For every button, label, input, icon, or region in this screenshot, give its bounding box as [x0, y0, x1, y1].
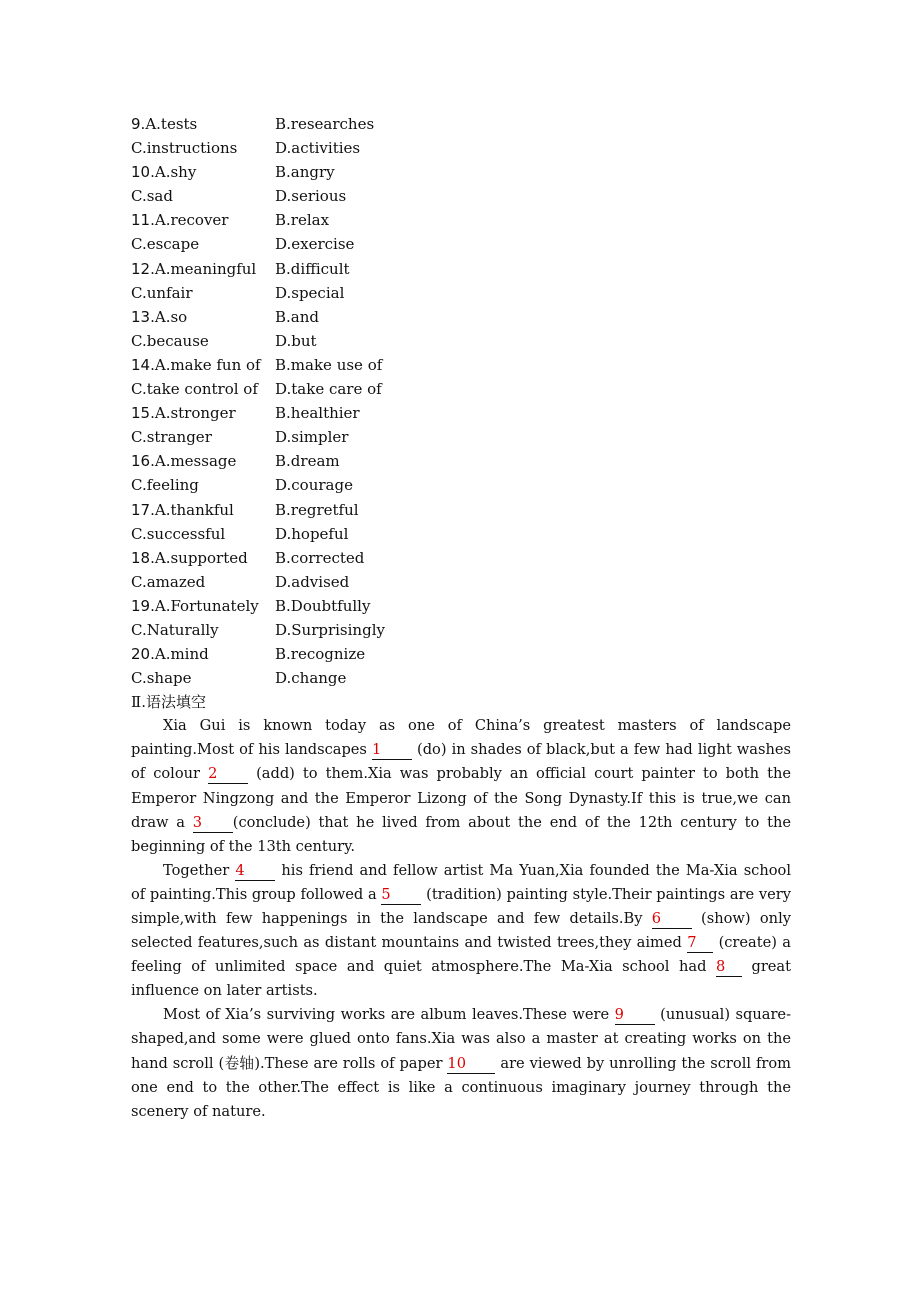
- option-b[interactable]: B.relax: [275, 211, 330, 230]
- option-b[interactable]: B.healthier: [275, 404, 360, 423]
- question-number: 10.: [131, 163, 155, 182]
- option-c[interactable]: C.take control of: [131, 380, 258, 399]
- option-c[interactable]: C.Naturally: [131, 620, 219, 639]
- question-number: 13.: [131, 307, 155, 326]
- question-row: [131, 353, 791, 377]
- question-row: [131, 473, 791, 497]
- question-row: [131, 642, 791, 666]
- option-c[interactable]: C.shape: [131, 669, 192, 688]
- option-b[interactable]: B.and: [275, 307, 319, 326]
- passage-text: (create) a feeling of unlimited space and quiet atmosphere.The Ma-Xia school had: [131, 934, 791, 976]
- passage-text: (unusual) square-shaped,and some were glued onto fans.Xia was also a master at creating works on the hand scroll (卷轴).These are rolls of paper: [131, 1006, 792, 1072]
- option-b[interactable]: B.difficult: [275, 259, 350, 278]
- option-a[interactable]: A.mind: [154, 645, 209, 664]
- question-row: [131, 305, 791, 329]
- passage-text: Together: [163, 861, 236, 879]
- question-row: [131, 281, 791, 305]
- passage-text: Most of Xia’s surviving works are album leaves.These were: [163, 1006, 615, 1024]
- question-row: [131, 570, 791, 594]
- option-a[interactable]: A.recover: [154, 211, 229, 230]
- passage-text: (conclude) that he lived from about the end of the 12th century to the beginning of the 13th century.: [131, 813, 791, 855]
- option-b[interactable]: B.dream: [275, 452, 340, 471]
- answer-blank-2[interactable]: 2: [208, 765, 248, 784]
- option-d[interactable]: D.serious: [275, 187, 347, 206]
- answer-blank-8[interactable]: 8: [716, 958, 742, 977]
- option-c[interactable]: C.successful: [131, 524, 226, 543]
- answer-blank-1[interactable]: 1: [372, 741, 412, 760]
- option-a[interactable]: A.shy: [154, 163, 197, 182]
- option-c[interactable]: C.because: [131, 331, 209, 350]
- option-a[interactable]: A.Fortunately: [154, 596, 259, 615]
- option-b[interactable]: B.regretful: [275, 500, 359, 519]
- question-row: [131, 449, 791, 473]
- passage-text: (tradition) painting style.Their paintings are very simple,with few happenings in the landscape and few details.By: [131, 885, 791, 927]
- option-d[interactable]: D.but: [275, 331, 317, 350]
- passage-text: are viewed by unrolling the scroll from one end to the other.The effect is like a continuous imaginary journey through the scenery of nature.: [131, 1054, 791, 1120]
- passage-text: (show) only selected features,such as distant mountains and twisted trees,they aimed: [131, 910, 791, 952]
- question-number: 15.: [131, 404, 155, 423]
- option-d[interactable]: D.activities: [275, 139, 361, 158]
- option-a[interactable]: A.supported: [154, 548, 248, 567]
- question-number: 14.: [131, 355, 155, 374]
- question-number: 9.: [131, 115, 146, 133]
- question-number: 11.: [131, 211, 155, 230]
- question-row: [131, 160, 791, 184]
- passage-text: (add) to them.Xia was probably an official court painter to both the Emperor Ningzong and the Emperor Lizong of the Song Dynasty.If this is true,we can draw a: [131, 765, 791, 831]
- question-row: [131, 522, 791, 546]
- question-number: 17.: [131, 500, 155, 519]
- section-title: Ⅱ.语法填空: [131, 693, 206, 712]
- option-c[interactable]: C.sad: [131, 187, 173, 206]
- option-d[interactable]: D.advised: [275, 572, 350, 591]
- passage-text: (do) in shades of black,but a few had light washes of colour: [131, 741, 792, 783]
- question-row: [131, 257, 791, 281]
- passage-text: his friend and fellow artist Ma Yuan,Xia founded the Ma-Xia school of painting.This group followed a: [131, 861, 791, 903]
- option-d[interactable]: D.take care of: [275, 380, 382, 399]
- passage-paragraph-2: [131, 859, 791, 1004]
- passage-text: great influence on later artists.: [131, 958, 791, 1000]
- option-d[interactable]: D.Surprisingly: [275, 620, 385, 639]
- option-a[interactable]: A.message: [154, 452, 237, 471]
- option-c[interactable]: C.feeling: [131, 476, 199, 495]
- question-row: [131, 618, 791, 642]
- question-row: [131, 594, 791, 618]
- option-a[interactable]: A.thankful: [154, 500, 234, 519]
- question-row: [131, 401, 791, 425]
- option-b[interactable]: B.Doubtfully: [275, 596, 371, 615]
- option-c[interactable]: C.amazed: [131, 572, 206, 591]
- passage-text: Xia Gui is known today as one of China’s greatest masters of landscape painting.Most of his landscapes: [131, 717, 791, 759]
- option-c[interactable]: C.stranger: [131, 428, 212, 447]
- option-a[interactable]: A.tests: [145, 115, 198, 133]
- option-d[interactable]: D.hopeful: [275, 524, 349, 543]
- option-a[interactable]: A.meaningful: [154, 259, 257, 278]
- option-b[interactable]: B.recognize: [275, 645, 366, 664]
- question-row: [131, 377, 791, 401]
- option-d[interactable]: D.simpler: [275, 428, 349, 447]
- passage-paragraph-3: [131, 1003, 791, 1123]
- answer-blank-3[interactable]: 3: [193, 814, 233, 833]
- question-row: [131, 184, 791, 208]
- document-page: [131, 112, 791, 1124]
- option-b[interactable]: B.researches: [275, 115, 375, 133]
- question-row: [131, 208, 791, 232]
- answer-blank-5[interactable]: 5: [381, 886, 421, 905]
- question-number: 18.: [131, 548, 155, 567]
- answer-blank-6[interactable]: 6: [652, 910, 692, 929]
- question-number: 12.: [131, 259, 155, 278]
- option-d[interactable]: D.special: [275, 283, 345, 302]
- question-row: [131, 232, 791, 256]
- question-row: [131, 666, 791, 690]
- question-row: [131, 136, 791, 160]
- option-d[interactable]: D.exercise: [275, 235, 355, 254]
- question-number: 19.: [131, 596, 155, 615]
- option-b[interactable]: B.angry: [275, 163, 335, 182]
- option-a[interactable]: A.so: [154, 307, 188, 326]
- question-row: [131, 112, 791, 136]
- question-row: [131, 498, 791, 522]
- option-a[interactable]: A.make fun of: [154, 355, 261, 374]
- passage-paragraph-1: [131, 714, 791, 859]
- option-a[interactable]: A.stronger: [154, 404, 236, 423]
- answer-blank-7[interactable]: 7: [687, 934, 713, 953]
- question-row: [131, 546, 791, 570]
- question-number: 16.: [131, 452, 155, 471]
- option-d[interactable]: D.change: [275, 669, 347, 688]
- option-c[interactable]: C.unfair: [131, 283, 193, 302]
- answer-blank-4[interactable]: 4: [235, 862, 275, 881]
- answer-blank-10[interactable]: 10: [447, 1055, 495, 1074]
- question-number: 20.: [131, 645, 155, 664]
- option-b[interactable]: B.corrected: [275, 548, 365, 567]
- question-row: [131, 329, 791, 353]
- option-c[interactable]: C.escape: [131, 235, 200, 254]
- question-row: [131, 425, 791, 449]
- question-list: [131, 112, 791, 690]
- option-b[interactable]: B.make use of: [275, 355, 383, 374]
- answer-blank-9[interactable]: 9: [615, 1006, 655, 1025]
- option-c[interactable]: C.instructions: [131, 139, 238, 158]
- option-d[interactable]: D.courage: [275, 476, 353, 495]
